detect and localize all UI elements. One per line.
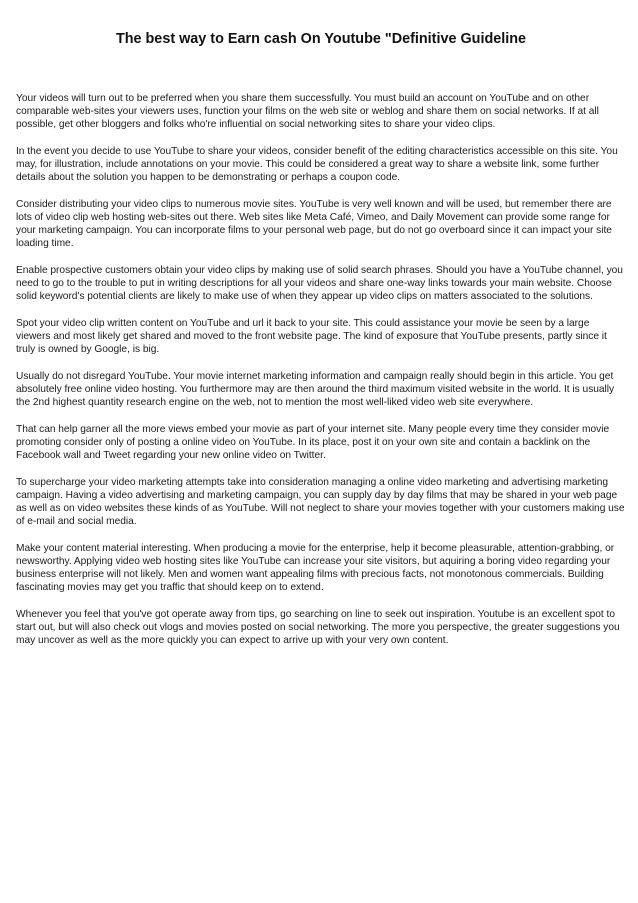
paragraph: That can help garner all the more views embed your movie as part of your internet site. Many people every time they consider movie promoting consider only of posting a online video on YouTube. In its place, post it on your own site and contain a backlink on the Facebook wall and Tweet regarding your new online video on Twitter. xyxy=(16,424,610,461)
paragraph: Spot your video clip written content on YouTube and url it back to your site. This could assistance your movie be seen by a large viewers and most likely get shared and moved to the front website page. The kind of exposure that YouTube presents, partly since it truly is owned by Google, is big. xyxy=(16,318,607,355)
paragraph: Make your content material interesting. When producing a movie for the enterprise, help it become pleasurable, attention-grabbing, or newsworthy. Applying video web hosting sites like YouTube can increase your site visitors, but aquiring a boring video regarding your business enterprise will not likely. Men and women want appealing films with precious facts, not monotonous commercials. Building fascinating movies may get you traffic that should keep on to extend. xyxy=(16,543,615,593)
paragraph: Your videos will turn out to be preferred when you share them successfully. You must build an account on YouTube and on other comparable web-sites your viewers uses, function your films on the web site or weblog and share them on social networks. If at all possible, get other bloggers and folks who're influential on social networking sites to share your video clips. xyxy=(16,93,599,130)
paragraph: Whenever you feel that you've got operate away from tips, go searching on line to seek out inspiration. Youtube is an excellent spot to start out, but will also check out vlogs and movies posted on social networking. The more you perspective, the greater suggestions you may uncover as well as the more quickly you can expect to arrive up with your very own content. xyxy=(16,609,620,646)
document-body xyxy=(16,92,626,647)
paragraph: To supercharge your video marketing attempts take into consideration managing a online video marketing and advertising marketing campaign. Having a video advertising and marketing campaign, you can supply day by day films that may be shared in your web page as well as on video websites these kinds of as YouTube. Will not neglect to share your movies together with your customers making use of e-mail and social media. xyxy=(16,477,625,527)
paragraph: Usually do not disregard YouTube. Your movie internet marketing information and campaign really should begin in this article. You get absolutely free online video hosting. You furthermore may are then around the third maximum visited website in the world. It is usually the 2nd highest quantity research engine on the web, not to mention the most well-liked video web site everywhere. xyxy=(16,371,615,408)
paragraph: Enable prospective customers obtain your video clips by making use of solid search phrases. Should you have a YouTube channel, you need to go to the trouble to put in writing descriptions for all your videos and share one-way links towards your main website. Choose solid keyword's potential clients are likely to make use of when they appear up video clips on matters associated to the solutions. xyxy=(16,265,623,302)
paragraph: In the event you decide to use YouTube to share your videos, consider benefit of the editing characteristics accessible on this site. You may, for illustration, include annotations on your movie. This could be considered a great way to share a website link, some further details about the solution you happen to be demonstrating or perhaps a coupon code. xyxy=(16,146,618,183)
document-title: The best way to Earn cash On Youtube "Definitive Guideline xyxy=(115,31,527,47)
paragraph: Consider distributing your video clips to numerous movie sites. YouTube is very well known and will be used, but remember there are lots of video clip web hosting web-sites out there. Web sites like Meta Café, Vimeo, and Daily Movement can provide some range for your marketing campaign. You can incorporate films to your personal web page, but do not go overboard since it can impact your site loading time. xyxy=(16,199,612,249)
